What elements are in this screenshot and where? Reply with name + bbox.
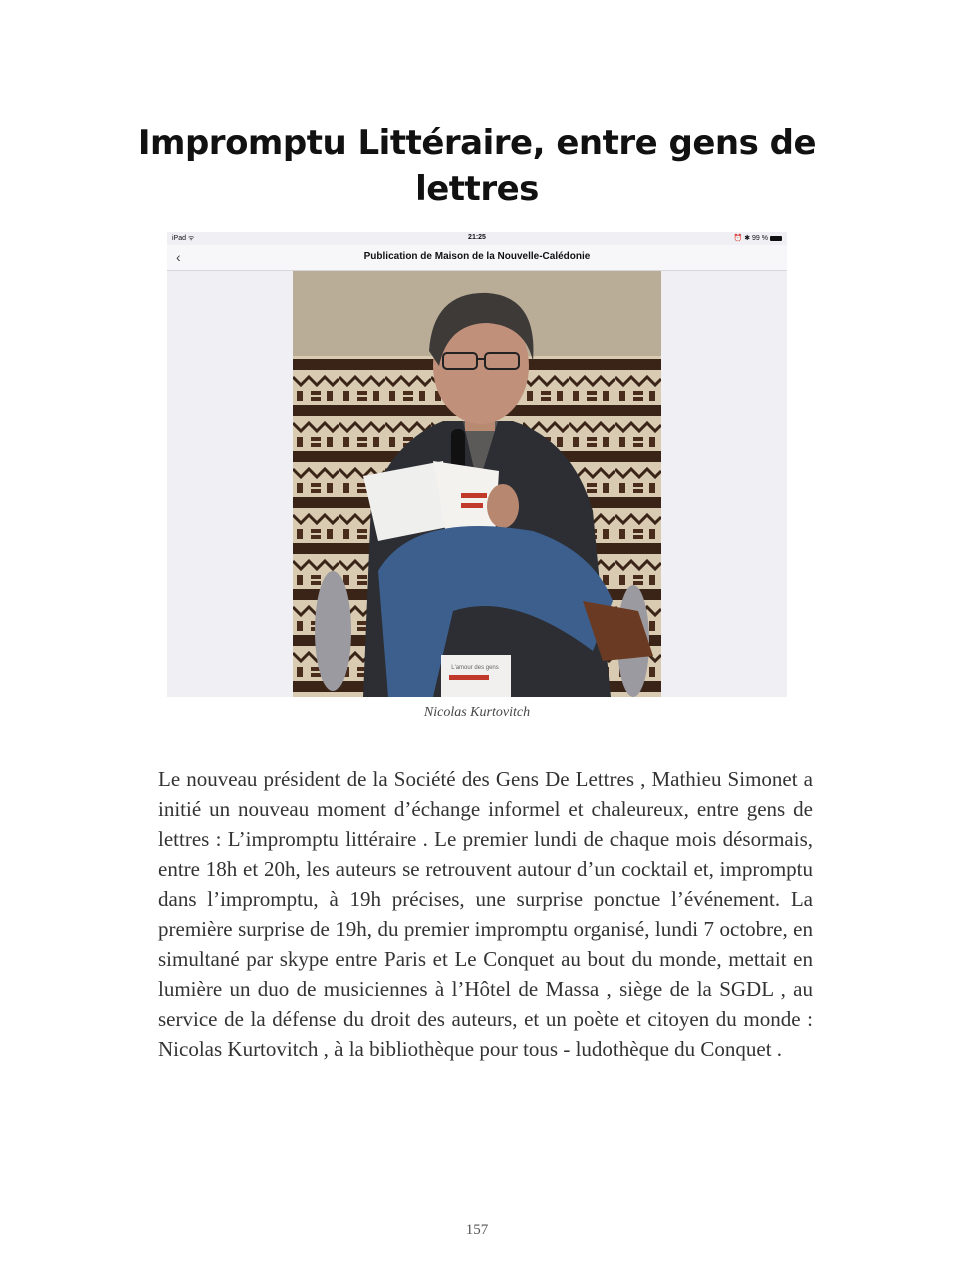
nav-title: Publication de Maison de la Nouvelle-Calédonie [363, 251, 591, 262]
embedded-screenshot [167, 232, 787, 697]
reader-photo [293, 271, 661, 697]
status-battery-text: ⏰ ✱ 99 % [733, 235, 768, 242]
status-indicators [734, 234, 782, 242]
page-title: Impromptu Littéraire, entre gens de lettres [137, 123, 817, 209]
status-device: iPad ᯤ [172, 235, 195, 242]
photo-caption: Nicolas Kurtovitch [423, 705, 531, 720]
nav-bar [167, 245, 787, 271]
back-chevron-icon[interactable]: ‹ [176, 249, 181, 265]
status-time: 21:25 [468, 234, 486, 241]
battery-icon [770, 236, 782, 241]
article-body: Le nouveau président de la Société des Gens De Lettres , Mathieu Simonet a initié un nouveau moment d’échange informel et chaleureux, entre gens de lettres : L’impromptu littéraire . Le premier lundi de chaque mois désormais, entre 18h et 20h, les auteurs se retrouvent autour d’un cocktail et, impromptu dans l’impromptu, à 19h précises, une surprise ponctue l’événement. La première surprise de 19h, du premier impromptu organisé, lundi 7 octobre, en simultané par skype entre Paris et Le Conquet au bout du monde, mettait en lumière un duo de musiciennes à l’Hôtel de Massa , siège de la SGDL , au service de la défense du droit des auteurs, et un poète et citoyen du monde : Nicolas Kurtovitch , à la bibliothèque pour tous - ludothèque du Conquet . [158, 767, 813, 1061]
ipad-status-bar [167, 232, 787, 245]
book-cover-title: L'amour des gens [451, 665, 499, 671]
page-number: 157 [465, 1222, 489, 1238]
